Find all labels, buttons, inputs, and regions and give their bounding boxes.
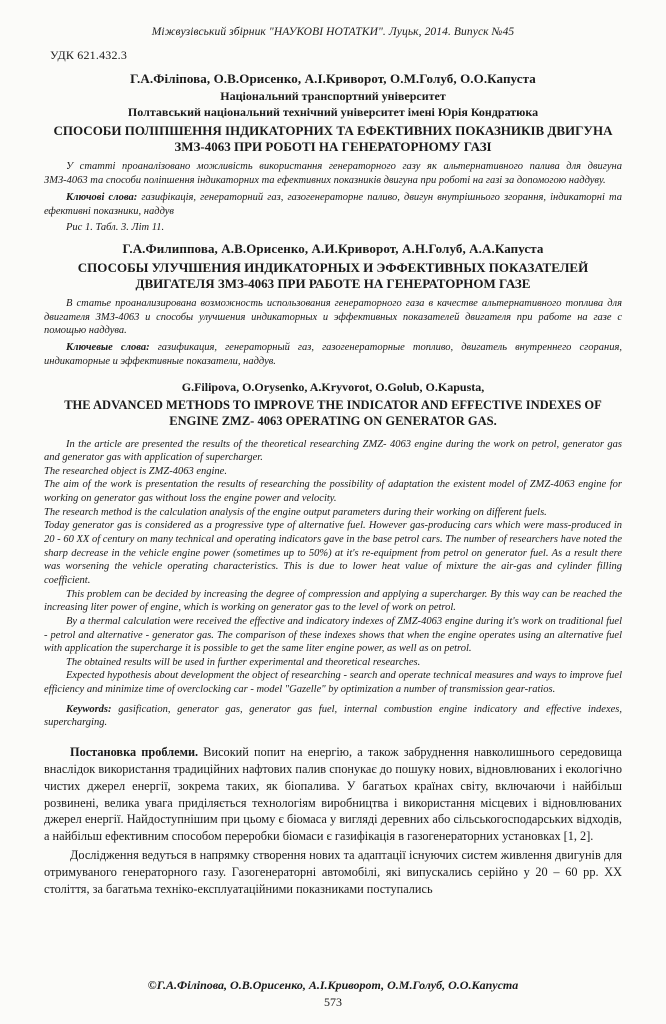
uk-keywords-text: газифікація, генераторний газ, газогенераторне паливо, двигун внутрішнього згорання, індикаторні та ефективні показники, наддув [44, 192, 623, 217]
running-head: Міжвузівський збірник "НАУКОВІ НОТАТКИ". Луцьк, 2014. Випуск №45 [151, 26, 515, 38]
en-keywords [44, 703, 622, 730]
body-paragraph-1-text: Високий попит на енергію, а також забруднення навколишнього середовища внаслідок використання традиційних нафтових палив спонукає до пошуку нових, відновлюваних і екологічно чистих джерел енергії, зокрема таких, як біопалива. У багатьох країнах світу, включаючи і найбільш розвинені, велика увага приділяється технологіям виробництва і використання місцевих і відновлюваних джерел енергії. Найдоступнішим при цьому є біомаса у вигляді деревних або сільськогосподарських відходів, а найбільш ефективним способом переробки біомаси є газифікація в газогенераторних установках [1, 2]. [44, 744, 622, 844]
en-paragraph: The research method is the calculation analysis of the engine output parameters during their working on different fuels. [44, 506, 547, 518]
en-keywords-label: Keywords: [66, 703, 112, 715]
uk-title: СПОСОБИ ПОЛІПШЕННЯ ІНДИКАТОРНИХ ТА ЕФЕКТИВНИХ ПОКАЗНИКІВ ДВИГУНА ЗМЗ-4063 ПРИ РОБОТІ НА ГЕНЕРАТОРНОМУ ГАЗІ [53, 123, 613, 154]
ru-authors: Г.А.Филиппова, А.В.Орисенко, А.И.Криворот, А.Н.Голуб, А.А.Капуста [122, 240, 544, 256]
footer-copyright: ©Г.А.Філіпова, О.В.Орисенко, А.І.Криворот, О.М.Голуб, О.О.Капуста [147, 978, 519, 992]
ru-abstract: В статье проанализирована возможность использования генераторного газа в качестве альтернативного топлива для двигателя ЗМЗ-4063 и способы улучшения индикаторных и эффективных показателей двигателя при работе на газе с помощью наддува. [44, 298, 622, 336]
uk-affiliation-2: Полтавський національний технічний університет імені Юрія Кондратюка [127, 105, 539, 119]
ru-keywords-label: Ключевые слова: [66, 342, 150, 354]
ukrainian-section [44, 71, 622, 233]
uk-affiliation-1: Національний транспортний університет [220, 89, 446, 103]
en-paragraph: The aim of the work is presentation the results of researching the possibility of adaptation the existent model of ZMZ-4063 engine for working on generator gas without loss the engine power and velocity. [44, 479, 622, 505]
en-paragraph: The researched object is ZMZ-4063 engine. [44, 465, 227, 477]
en-paragraph: In the article are presented the results of the theoretical researching ZMZ- 4063 engine during the work on petrol, generator gas and generator gas with application of supercharger. [44, 438, 622, 464]
uk-keywords [44, 191, 622, 218]
page-number: 573 [324, 995, 342, 1009]
en-keywords-text: gasification, generator gas, generator gas fuel, internal combustion engine indicatory and effective indexes, supercharging. [44, 703, 622, 729]
body-heading-problem: Постановка проблеми. [70, 744, 199, 759]
section-separator [44, 372, 622, 380]
russian-section [44, 241, 622, 368]
en-paragraph: Today generator gas is considered as a progressive type of alternative fuel. However gas-producing cars which were mass-produced in 20 - 60 XX of century on many technical and operating indicators gave in the base petrol cars. The number of researchers have noted the sharp decrease in the vehicle engine power (sometimes up to 50%) at it's re-equipment from petrol on generator fuel. As a result there was worsening the vehicle operating characteristics. This is due to lower heat value of mixture the air-gas and cylinder filling coefficient. [44, 520, 622, 586]
english-section [44, 380, 622, 729]
ru-keywords-text: газификация, генераторный газ, газогенераторные топливо, двигатель внутреннего сгорания, индикаторные и эффективные показатели, наддув. [44, 342, 622, 367]
en-paragraph: The obtained results will be used in further experimental and theoretical researches. [66, 656, 421, 668]
ru-keywords [44, 341, 622, 368]
uk-abstract: У статті проаналізовано можливість використання генераторного газу як альтернативного палива для двигуна ЗМЗ-4063 та способи поліпшення індикаторних та ефективних показників двигуна при роботі на газі за допомогою наддуву. [44, 161, 622, 186]
uk-keywords-label: Ключові слова: [66, 192, 138, 204]
en-authors: G.Filipova, O.Orysenko, A.Kryvorot, O.Golub, O.Kapusta, [181, 380, 485, 395]
uk-authors: Г.А.Філіпова, О.В.Орисенко, А.І.Криворот, О.М.Голуб, О.О.Капуста [130, 71, 536, 86]
en-title: THE ADVANCED METHODS TO IMPROVE THE INDICATOR AND EFFECTIVE INDEXES OF ENGINE ZMZ- 4063 OPERATING ON GENERATOR GAS. [64, 398, 602, 428]
en-paragraph: This problem can be decided by increasing the degree of compression and applying a supercharger. By this way can be reached the increasing liter power of engine, which is working on generator gas to the level of work on petrol. [44, 588, 622, 614]
ru-title: СПОСОБЫ УЛУЧШЕНИЯ ИНДИКАТОРНЫХ И ЭФФЕКТИВНЫХ ПОКАЗАТЕЛЕЙ ДВИГАТЕЛЯ ЗМЗ-4063 ПРИ РАБОТЕ НА ГЕНЕРАТОРНОМ ГАЗЕ [77, 259, 589, 291]
body-paragraph-1 [44, 744, 622, 846]
body-paragraph-2: Дослідження ведуться в напрямку створення нових та адаптації існуючих систем живлення двигунів для отримуваного генераторного газу. Газогенераторні автомобілі, які випускались серійно у 20 – 60 рр. XX століття, за багатьма техніко-експлуатаційними показниками поступались [44, 848, 622, 897]
uk-figures-line: Рис 1. Табл. 3. Літ 11. [66, 221, 165, 233]
udc-code: УДК 621.432.3 [50, 48, 128, 62]
page-footer [0, 978, 666, 1010]
en-paragraph: By a thermal calculation were received the effective and indicatory indexes of ZMZ-4063 engine during it's work on traditional fuel - petrol and alternative - generator gas. The comparison of these indexes shows that when the engine operates using an alternative fuel with application the supercharge it is possible to get the same liter engine power, as well as on petrol. [44, 615, 622, 655]
main-body [44, 744, 622, 899]
en-paragraph: Expected hypothesis about development the object of researching - search and operate technical measures and ways to improve fuel efficiency and minimize time of overclocking car - model "Gazelle" by optimization a number of transmission gear-ratios. [44, 670, 622, 696]
